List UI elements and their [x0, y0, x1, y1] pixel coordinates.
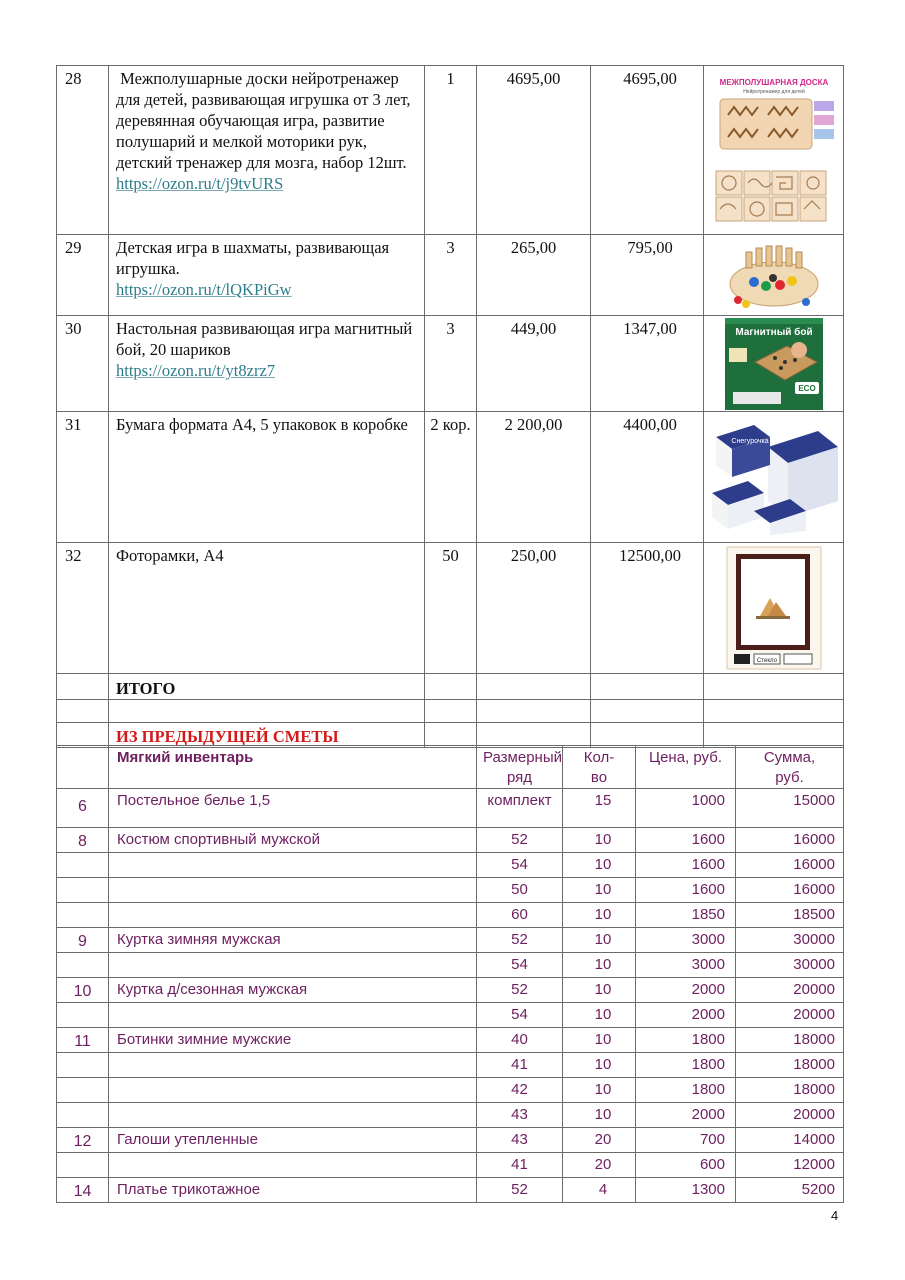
table-row — [57, 903, 844, 928]
header-category: Мягкий инвентарь — [109, 746, 477, 789]
item-size: 52 — [477, 978, 563, 1003]
item-sum: 18500 — [736, 903, 844, 928]
item-quantity: 15 — [563, 789, 636, 828]
row-number: 31 — [57, 412, 109, 543]
item-description — [109, 66, 425, 235]
item-sum: 12500,00 — [591, 543, 704, 674]
item-sum: 30000 — [736, 928, 844, 953]
table-row — [57, 789, 844, 828]
table-row — [57, 1078, 844, 1103]
item-name: Бумага формата А4, 5 упаковок в коробке — [116, 415, 408, 434]
item-sum: 18000 — [736, 1078, 844, 1103]
item-quantity: 10 — [563, 878, 636, 903]
table-row — [57, 543, 844, 674]
item-price: 1800 — [636, 1078, 736, 1103]
item-price: 1850 — [636, 903, 736, 928]
row-number: 6 — [57, 789, 109, 828]
page-number: 4 — [831, 1208, 839, 1223]
item-quantity: 10 — [563, 1103, 636, 1128]
item-quantity: 50 — [425, 543, 477, 674]
item-price: 1800 — [636, 1053, 736, 1078]
item-sum: 4400,00 — [591, 412, 704, 543]
table-row — [57, 928, 844, 953]
item-name — [109, 853, 477, 878]
item-quantity: 10 — [563, 853, 636, 878]
header-quantity: Кол-во — [563, 746, 636, 789]
table-row — [57, 978, 844, 1003]
item-sum: 16000 — [736, 853, 844, 878]
item-sum: 795,00 — [591, 235, 704, 316]
row-number — [57, 903, 109, 928]
item-size: комплект — [477, 789, 563, 828]
table-row — [57, 235, 844, 316]
table-row — [57, 953, 844, 978]
magnetic-game-image — [725, 318, 823, 410]
item-name: Куртка д/сезонная мужская — [109, 978, 477, 1003]
item-quantity — [425, 412, 477, 543]
item-quantity: 3 — [425, 235, 477, 316]
row-number: 30 — [57, 316, 109, 412]
row-number: 28 — [57, 66, 109, 235]
table-row — [57, 412, 844, 543]
item-name: Межполушарные доски нейротренажер для детей, развивающая игрушка от 3 лет, деревянная обучающая игра, развитие полушарий и мелкой моторики рук, детский тренажер для мозга, набор 12шт. — [116, 69, 415, 172]
item-name — [109, 878, 477, 903]
row-number — [57, 1053, 109, 1078]
item-name — [109, 1153, 477, 1178]
item-size: 43 — [477, 1103, 563, 1128]
item-name: Фоторамки, А4 — [116, 546, 224, 565]
item-sum: 12000 — [736, 1153, 844, 1178]
item-size: 54 — [477, 953, 563, 978]
product-link[interactable]: https://ozon.ru/t/yt8zrz7 — [116, 361, 276, 380]
item-name: Настольная развивающая игра магнитный бой, 20 шариков — [116, 319, 413, 359]
item-price: 3000 — [636, 953, 736, 978]
item-size: 54 — [477, 1003, 563, 1028]
magnetic-title: Магнитный бой — [734, 326, 813, 338]
item-price: 449,00 — [477, 316, 591, 412]
row-number: 12 — [57, 1128, 109, 1153]
item-name — [109, 1053, 477, 1078]
item-price: 250,00 — [477, 543, 591, 674]
row-number: 10 — [57, 978, 109, 1003]
item-name: Платье трикотажное — [109, 1178, 477, 1203]
item-name: Галоши утепленные — [109, 1128, 477, 1153]
item-sum: 5200 — [736, 1178, 844, 1203]
item-price: 2000 — [636, 978, 736, 1003]
frame-image — [726, 546, 822, 670]
item-quantity: 4 — [563, 1178, 636, 1203]
item-name: Куртка зимняя мужская — [109, 928, 477, 953]
item-sum: 18000 — [736, 1053, 844, 1078]
row-number — [57, 878, 109, 903]
item-sum: 16000 — [736, 878, 844, 903]
item-size: 42 — [477, 1078, 563, 1103]
item-price: 4695,00 — [477, 66, 591, 235]
item-quantity: 20 — [563, 1128, 636, 1153]
item-sum: 20000 — [736, 1103, 844, 1128]
total-row — [57, 674, 844, 700]
item-name: Ботинки зимние мужские — [109, 1028, 477, 1053]
row-number — [57, 1003, 109, 1028]
item-name — [109, 1103, 477, 1128]
item-price: 1300 — [636, 1178, 736, 1203]
item-price: 1600 — [636, 853, 736, 878]
item-sum: 20000 — [736, 978, 844, 1003]
item-price: 1800 — [636, 1028, 736, 1053]
table-row — [57, 1053, 844, 1078]
item-size: 52 — [477, 828, 563, 853]
item-quantity: 10 — [563, 1003, 636, 1028]
item-quantity: 10 — [563, 978, 636, 1003]
table-row — [57, 1003, 844, 1028]
table-row — [57, 878, 844, 903]
total-label: ИТОГО — [109, 674, 425, 700]
item-description — [109, 412, 425, 543]
item-name — [109, 1003, 477, 1028]
item-price: 2000 — [636, 1003, 736, 1028]
row-number — [57, 1153, 109, 1178]
table-row — [57, 1028, 844, 1053]
item-sum: 1347,00 — [591, 316, 704, 412]
item-quantity: 3 — [425, 316, 477, 412]
product-image-cell — [704, 235, 844, 316]
paper-image — [708, 417, 840, 537]
item-sum: 4695,00 — [591, 66, 704, 235]
item-sum: 16000 — [736, 828, 844, 853]
item-size: 50 — [477, 878, 563, 903]
magnetic-badge: ECO — [797, 383, 816, 393]
product-image-cell — [704, 412, 844, 543]
item-name — [109, 903, 477, 928]
item-sum: 14000 — [736, 1128, 844, 1153]
row-number: 32 — [57, 543, 109, 674]
table-row — [57, 1178, 844, 1203]
board-image — [710, 75, 838, 225]
table-header-row — [57, 746, 844, 789]
board-title: МЕЖПОЛУШАРНАЯ ДОСКА — [719, 78, 828, 87]
header-sum: Сумма, руб. — [736, 746, 844, 789]
item-name — [109, 953, 477, 978]
estimate-table-upper — [56, 65, 844, 748]
item-size: 52 — [477, 928, 563, 953]
board-subtitle: Нейротренажер для детей — [742, 89, 805, 95]
item-quantity: 20 — [563, 1153, 636, 1178]
item-price: 2000 — [636, 1103, 736, 1128]
row-number: 8 — [57, 828, 109, 853]
item-price: 2 200,00 — [477, 412, 591, 543]
row-number: 29 — [57, 235, 109, 316]
item-price: 1600 — [636, 878, 736, 903]
item-price: 1000 — [636, 789, 736, 828]
table-row — [57, 1153, 844, 1178]
item-description — [109, 316, 425, 412]
product-image-cell — [704, 66, 844, 235]
item-price: 1600 — [636, 828, 736, 853]
product-image-cell — [704, 316, 844, 412]
product-link[interactable]: https://ozon.ru/t/lQKPiGw — [116, 280, 292, 299]
previous-estimate-label: ИЗ ПРЕДЫДУЩЕЙ СМЕТЫ — [116, 727, 339, 746]
item-description — [109, 235, 425, 316]
item-price: 700 — [636, 1128, 736, 1153]
table-row — [57, 66, 844, 235]
chess-image — [726, 238, 822, 312]
row-number — [57, 1078, 109, 1103]
item-sum: 18000 — [736, 1028, 844, 1053]
item-price: 3000 — [636, 928, 736, 953]
previous-estimate-row — [57, 723, 844, 748]
item-size: 41 — [477, 1153, 563, 1178]
item-quantity: 10 — [563, 1028, 636, 1053]
item-sum: 15000 — [736, 789, 844, 828]
estimate-table-lower — [56, 745, 844, 1203]
empty-row — [57, 700, 844, 723]
item-quantity: 10 — [563, 928, 636, 953]
item-price: 600 — [636, 1153, 736, 1178]
item-name: Постельное белье 1,5 — [109, 789, 477, 828]
row-number — [57, 1103, 109, 1128]
product-link[interactable]: https://ozon.ru/t/j9tvURS — [116, 174, 284, 193]
header-price: Цена, руб. — [636, 746, 736, 789]
item-quantity: 10 — [563, 1078, 636, 1103]
item-name: Детская игра в шахматы, развивающая игрушка. — [116, 238, 390, 278]
item-price: 265,00 — [477, 235, 591, 316]
row-number — [57, 953, 109, 978]
item-quantity: 10 — [563, 1053, 636, 1078]
item-sum: 20000 — [736, 1003, 844, 1028]
table-row — [57, 828, 844, 853]
item-size: 43 — [477, 1128, 563, 1153]
frame-glass-label: Стекло — [756, 658, 777, 664]
item-quantity-value: 2 кор. — [430, 415, 471, 434]
header-size: Размерный ряд — [477, 746, 563, 789]
item-sum: 30000 — [736, 953, 844, 978]
row-number: 9 — [57, 928, 109, 953]
item-quantity: 10 — [563, 903, 636, 928]
item-name — [109, 1078, 477, 1103]
item-size: 41 — [477, 1053, 563, 1078]
table-row — [57, 1103, 844, 1128]
item-description — [109, 543, 425, 674]
item-size: 40 — [477, 1028, 563, 1053]
item-size: 52 — [477, 1178, 563, 1203]
item-size: 60 — [477, 903, 563, 928]
product-image-cell — [704, 543, 844, 674]
lower-rows — [57, 828, 844, 1203]
item-size: 54 — [477, 853, 563, 878]
row-number — [57, 853, 109, 878]
paper-brand: Снегурочка — [730, 438, 769, 445]
row-number: 14 — [57, 1178, 109, 1203]
item-quantity: 10 — [563, 953, 636, 978]
row-number: 11 — [57, 1028, 109, 1053]
item-name: Костюм спортивный мужской — [109, 828, 477, 853]
item-quantity: 10 — [563, 828, 636, 853]
table-row — [57, 853, 844, 878]
item-quantity: 1 — [425, 66, 477, 235]
table-row — [57, 316, 844, 412]
table-row — [57, 1128, 844, 1153]
